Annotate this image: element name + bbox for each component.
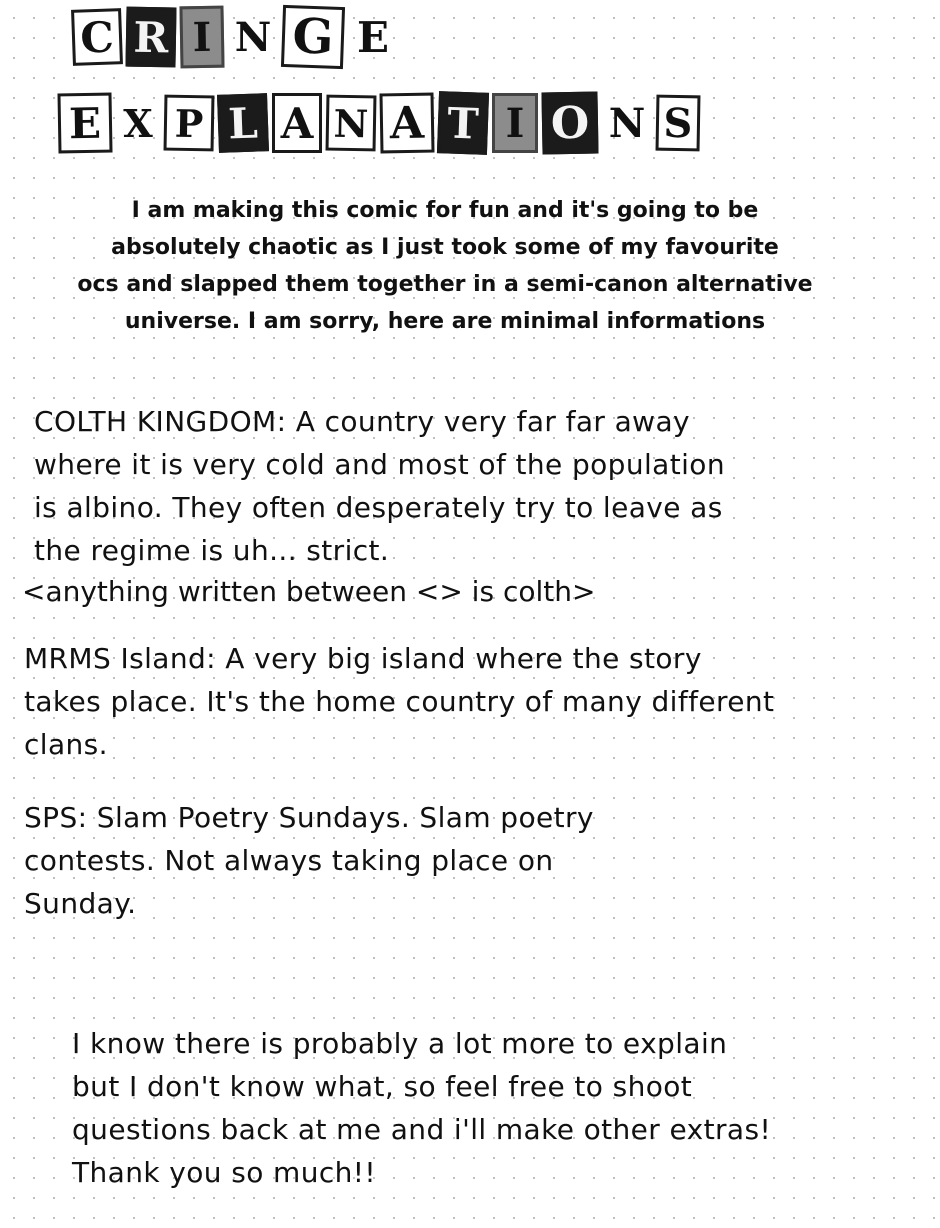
title-letter: L (217, 93, 269, 153)
colth-line: where it is very cold and most of the population (34, 448, 725, 481)
colth-kingdom-paragraph (34, 400, 725, 572)
title-letter: G (281, 5, 345, 69)
mrms-line: takes place. It's the home country of many different (24, 685, 775, 718)
colth-line: COLTH KINGDOM: A country very far far away (34, 405, 691, 438)
sps-line: contests. Not always taking place on (24, 844, 554, 877)
title-letter: R (125, 7, 176, 68)
intro-line: ocs and slapped them together in a semi-canon alternative (77, 272, 813, 297)
colth-line: is albino. They often desperately try to leave as (34, 491, 723, 524)
title-letter: I (179, 6, 224, 69)
title-letter: N (326, 95, 377, 152)
title-letter: I (492, 93, 538, 153)
intro-line: universe. I am sorry, here are minimal informations (124, 309, 766, 334)
outro-line: Thank you so much!! (72, 1156, 377, 1189)
mrms-island-paragraph (24, 637, 774, 766)
outro-line: questions back at me and i'll make other extras! (72, 1113, 772, 1146)
sps-paragraph (24, 796, 594, 925)
colth-note: <anything written between <> is colth> (22, 575, 596, 608)
title-letter: A (379, 93, 434, 154)
outro-line: but I don't know what, so feel free to shoot (72, 1070, 693, 1103)
title-letter: O (541, 92, 598, 155)
intro-paragraph (0, 192, 890, 340)
title-letter: S (656, 95, 701, 152)
mrms-line: clans. (24, 728, 108, 761)
title-letter: N (234, 13, 272, 61)
title-letter: C (71, 8, 123, 66)
title-letter: E (356, 12, 389, 62)
title-letter: P (164, 95, 215, 152)
title-letter: A (272, 93, 322, 153)
intro-line: I am making this comic for fun and it's going to be (131, 198, 759, 223)
title-letter: X (123, 100, 153, 146)
intro-line: absolutely chaotic as I just took some of my favourite (111, 235, 779, 260)
sps-line: SPS: Slam Poetry Sundays. Slam poetry (24, 801, 594, 834)
title-letter: T (437, 91, 489, 155)
outro-line: I know there is probably a lot more to explain (72, 1027, 728, 1060)
colth-line: the regime is uh... strict. (34, 534, 390, 567)
outro-paragraph (72, 1022, 771, 1194)
title-letter: N (608, 99, 646, 147)
title-word-explanations (58, 92, 704, 154)
mrms-line: MRMS Island: A very big island where the story (24, 642, 702, 675)
title-word-cringe (72, 6, 402, 68)
title-letter: E (57, 93, 112, 154)
sps-line: Sunday. (24, 887, 137, 920)
